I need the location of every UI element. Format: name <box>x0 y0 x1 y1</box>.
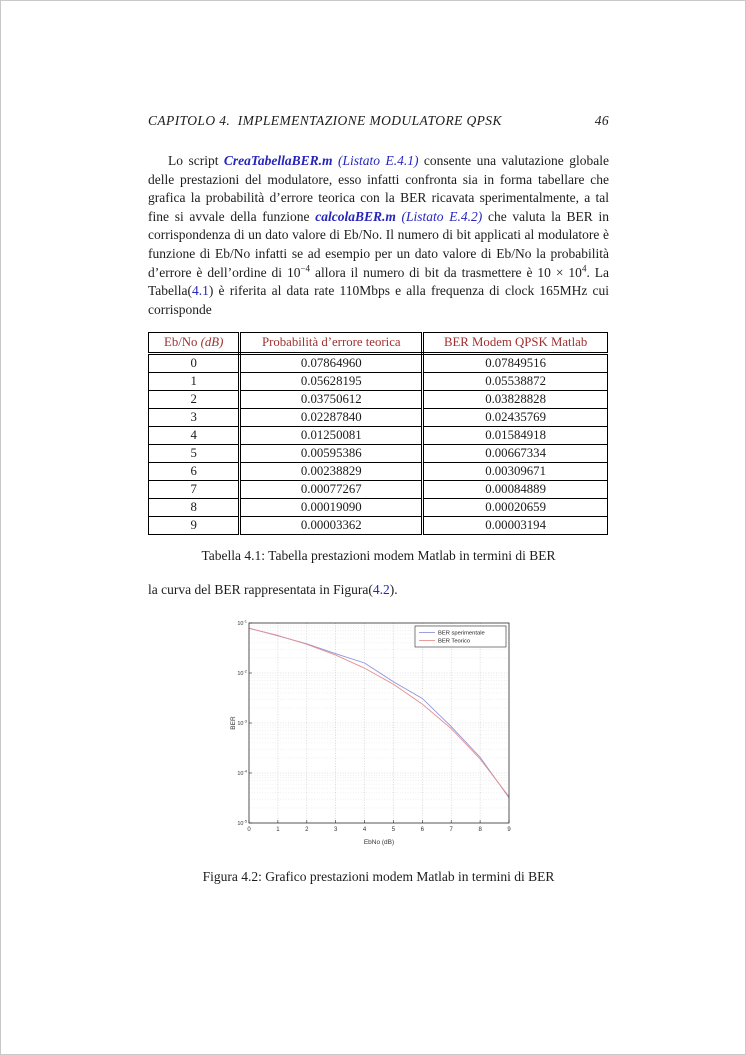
ber-chart-svg <box>229 611 516 851</box>
table-cell: 0.00003194 <box>423 517 608 535</box>
paragraph-text: Lo script <box>168 153 224 168</box>
svg-text:7: 7 <box>449 827 453 833</box>
table-cell: 1 <box>149 373 240 391</box>
svg-text:10-4: $10^{-4}$ <box>237 768 247 777</box>
table-cell: 0.01584918 <box>423 427 608 445</box>
link-listato-e41[interactable]: (Listato E.4.1) <box>332 153 419 168</box>
link-creatabellaber[interactable]: CreaTabellaBER.m <box>223 153 333 168</box>
svg-text:2: 2 <box>305 827 309 833</box>
table-cell: 0.00667334 <box>423 445 608 463</box>
table-row <box>149 427 608 445</box>
paragraph-text: ) è riferita al data rate 110Mbps e alla frequenza di clock 165MHz cui corrisponde <box>148 283 609 317</box>
table-row <box>149 373 608 391</box>
table-cell: 3 <box>149 409 240 427</box>
ber-chart <box>229 611 516 851</box>
table-cell: 0.00019090 <box>240 499 423 517</box>
figure-caption: Figura 4.2: Grafico prestazioni modem Matlab in termini di BER <box>202 869 555 884</box>
table-cell: 0 <box>149 354 240 373</box>
table-body <box>149 354 608 535</box>
link-figura-42[interactable]: 4.2 <box>372 582 390 597</box>
svg-text:6: 6 <box>420 827 425 833</box>
svg-text:EbNo (dB): EbNo (dB) <box>363 839 395 846</box>
paragraph-text: che valuta la BER in corrispondenza di un dato valore di Eb/No. Il numero di bit applicati al modulatore è funzione di Eb/No infatti se ad esempio per un dato valore di Eb/No la probabilità d’errore è dell’ordine di 10 <box>148 208 610 280</box>
paragraph-text: consente una valutazione globale delle prestazioni del modulatore, esso infatti confronta sia in forma tabellare che grafica la probabilità d’errore teorica con la BER ricavata sperimentalmente, a tal fine si avvale della funzione <box>148 153 609 224</box>
header-ebno-label: Eb/No <box>164 335 201 349</box>
paragraph-text: allora il numero di bit da trasmettere è 10 × 10 <box>310 264 582 280</box>
svg-text:10-5: $10^{-5}$ <box>237 818 247 827</box>
table-cell: 0.07864960 <box>240 354 423 373</box>
svg-text:5: 5 <box>391 827 396 833</box>
table-cell: 0.00309671 <box>423 463 608 481</box>
header-prob-teorica: Probabilità d’errore teorica <box>240 333 423 354</box>
page-number: 46 <box>594 113 609 128</box>
svg-text:10-3: $10^{-3}$ <box>237 718 247 727</box>
table-cell: 6 <box>149 463 240 481</box>
svg-text:4: 4 <box>362 827 367 833</box>
link-tabella-41[interactable]: 4.1 <box>192 283 209 299</box>
header-ebno <box>149 333 240 354</box>
table-cell: 0.05538872 <box>423 373 608 391</box>
chapter-title: CAPITOLO 4. IMPLEMENTAZIONE MODULATORE QPSK <box>148 113 502 128</box>
table-row <box>149 391 608 409</box>
table-row <box>149 445 608 463</box>
paragraph-text: . La Tabella( <box>148 264 609 299</box>
table-cell: 0.00077267 <box>240 481 423 499</box>
table-cell: 2 <box>149 391 240 409</box>
header-ber-matlab: BER Modem QPSK Matlab <box>423 333 608 354</box>
svg-text:8: 8 <box>478 827 482 833</box>
table-cell: 0.00003362 <box>240 517 423 535</box>
svg-text:10-1: $10^{-1}$ <box>237 618 247 627</box>
table-row <box>149 481 608 499</box>
link-calcolaber[interactable]: calcolaBER.m <box>315 208 396 224</box>
table-row <box>149 409 608 427</box>
table-cell: 0.05628195 <box>240 373 423 391</box>
table-row <box>149 517 608 535</box>
link-listato-e42[interactable]: (Listato E.4.2) <box>395 208 483 224</box>
table-cell: 0.03828828 <box>423 391 608 409</box>
header-db-unit: (dB) <box>200 335 224 349</box>
table-caption: Tabella 4.1: Tabella prestazioni modem Matlab in termini di BER <box>201 548 556 563</box>
table-cell: 5 <box>149 445 240 463</box>
intro-text: ). <box>389 582 398 597</box>
table-row <box>149 354 608 373</box>
table-cell: 0.07849516 <box>423 354 608 373</box>
exponent: 4 <box>581 263 587 274</box>
svg-text:9: 9 <box>507 827 511 833</box>
table-cell: 4 <box>149 427 240 445</box>
svg-text:10-2: $10^{-2}$ <box>237 668 247 677</box>
table-cell: 0.00238829 <box>240 463 423 481</box>
table-cell: 7 <box>149 481 240 499</box>
figure-intro-text <box>148 582 609 598</box>
table-cell: 0.03750612 <box>240 391 423 409</box>
table-cell: 0.01250081 <box>240 427 423 445</box>
svg-text:BER: BER <box>230 716 237 730</box>
table-cell: 0.00020659 <box>423 499 608 517</box>
svg-text:0: 0 <box>247 827 251 833</box>
body-paragraph <box>148 152 609 319</box>
intro-text: la curva del BER rappresentata in Figura( <box>148 582 373 597</box>
svg-text:3: 3 <box>333 827 338 833</box>
table-row <box>149 463 608 481</box>
svg-text:1: 1 <box>276 827 280 833</box>
ber-table <box>148 332 608 535</box>
svg-text:BER Teorico: BER Teorico <box>438 638 471 645</box>
table-row <box>149 499 608 517</box>
page-header <box>148 113 609 129</box>
table-cell: 8 <box>149 499 240 517</box>
table-cell: 0.00595386 <box>240 445 423 463</box>
table-cell: 0.00084889 <box>423 481 608 499</box>
table-cell: 9 <box>149 517 240 535</box>
svg-text:BER sperimentale: BER sperimentale <box>438 630 485 637</box>
table-cell: 0.02287840 <box>240 409 423 427</box>
table-header-row <box>149 333 608 354</box>
table-cell: 0.02435769 <box>423 409 608 427</box>
exponent: −4 <box>300 263 311 274</box>
